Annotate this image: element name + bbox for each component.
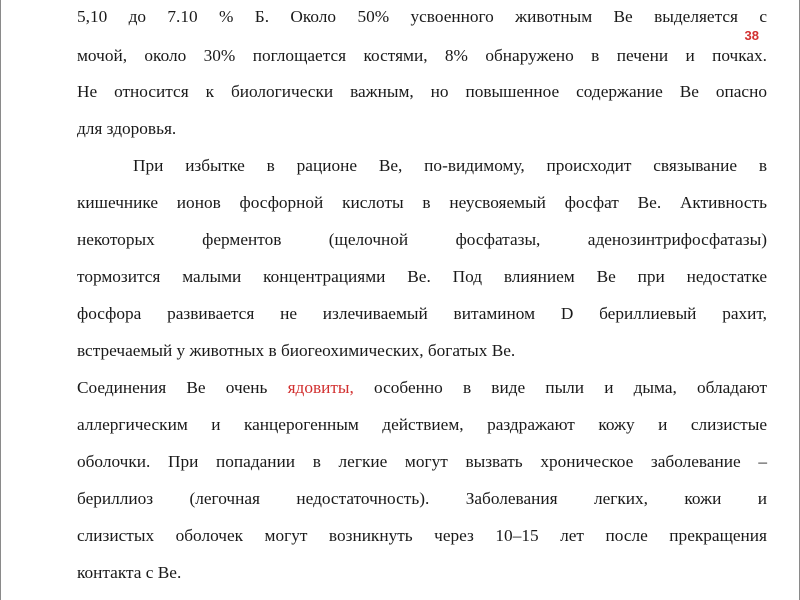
text-line: кишечнике ионов фосфорной кислоты в неусвояемый фосфат Be. Активность bbox=[77, 193, 767, 212]
text-segment: Соединения Be очень bbox=[77, 378, 288, 397]
text-line: бериллиоз (легочная недостаточность). Заболевания легких, кожи и bbox=[77, 489, 767, 508]
text-line: При избытке в рационе Be, по-видимому, происходит связывание в bbox=[133, 156, 767, 175]
text-line: Не относится к биологически важным, но повышенное содержание Be опасно bbox=[77, 82, 767, 101]
page-number: 38 bbox=[744, 28, 759, 43]
text-line: для здоровья. bbox=[77, 119, 177, 138]
text-line: встречаемый у животных в биогеохимических, богатых Be. bbox=[77, 341, 516, 360]
text-line: мочой, около 30% поглощается костями, 8% обнаружено в печени и почках. bbox=[77, 46, 767, 65]
text-segment: особенно в виде пыли и дыма, обладают bbox=[374, 378, 767, 397]
text-line: слизистых оболочек могут возникнуть через 10–15 лет после прекращения bbox=[77, 526, 767, 545]
highlighted-word: ядовиты, bbox=[287, 378, 354, 397]
text-line: некоторых ферментов (щелочной фосфатазы, аденозинтрифосфатазы) bbox=[77, 230, 767, 249]
text-line-highlighted bbox=[77, 377, 767, 399]
text-line: оболочки. При попадании в легкие могут вызвать хроническое заболевание – bbox=[77, 452, 767, 471]
text-line: фосфора развивается не излечиваемый витамином D бериллиевый рахит, bbox=[77, 304, 767, 323]
text-line: тормозится малыми концентрациями Be. Под влиянием Be при недостатке bbox=[77, 267, 767, 286]
text-line: 5,10 до 7.10 % Б. Около 50% усвоенного животным Be выделяется с bbox=[77, 7, 767, 26]
text-line: контакта с Be. bbox=[77, 563, 182, 582]
text-line: аллергическим и канцерогенным действием, раздражают кожу и слизистые bbox=[77, 415, 767, 434]
